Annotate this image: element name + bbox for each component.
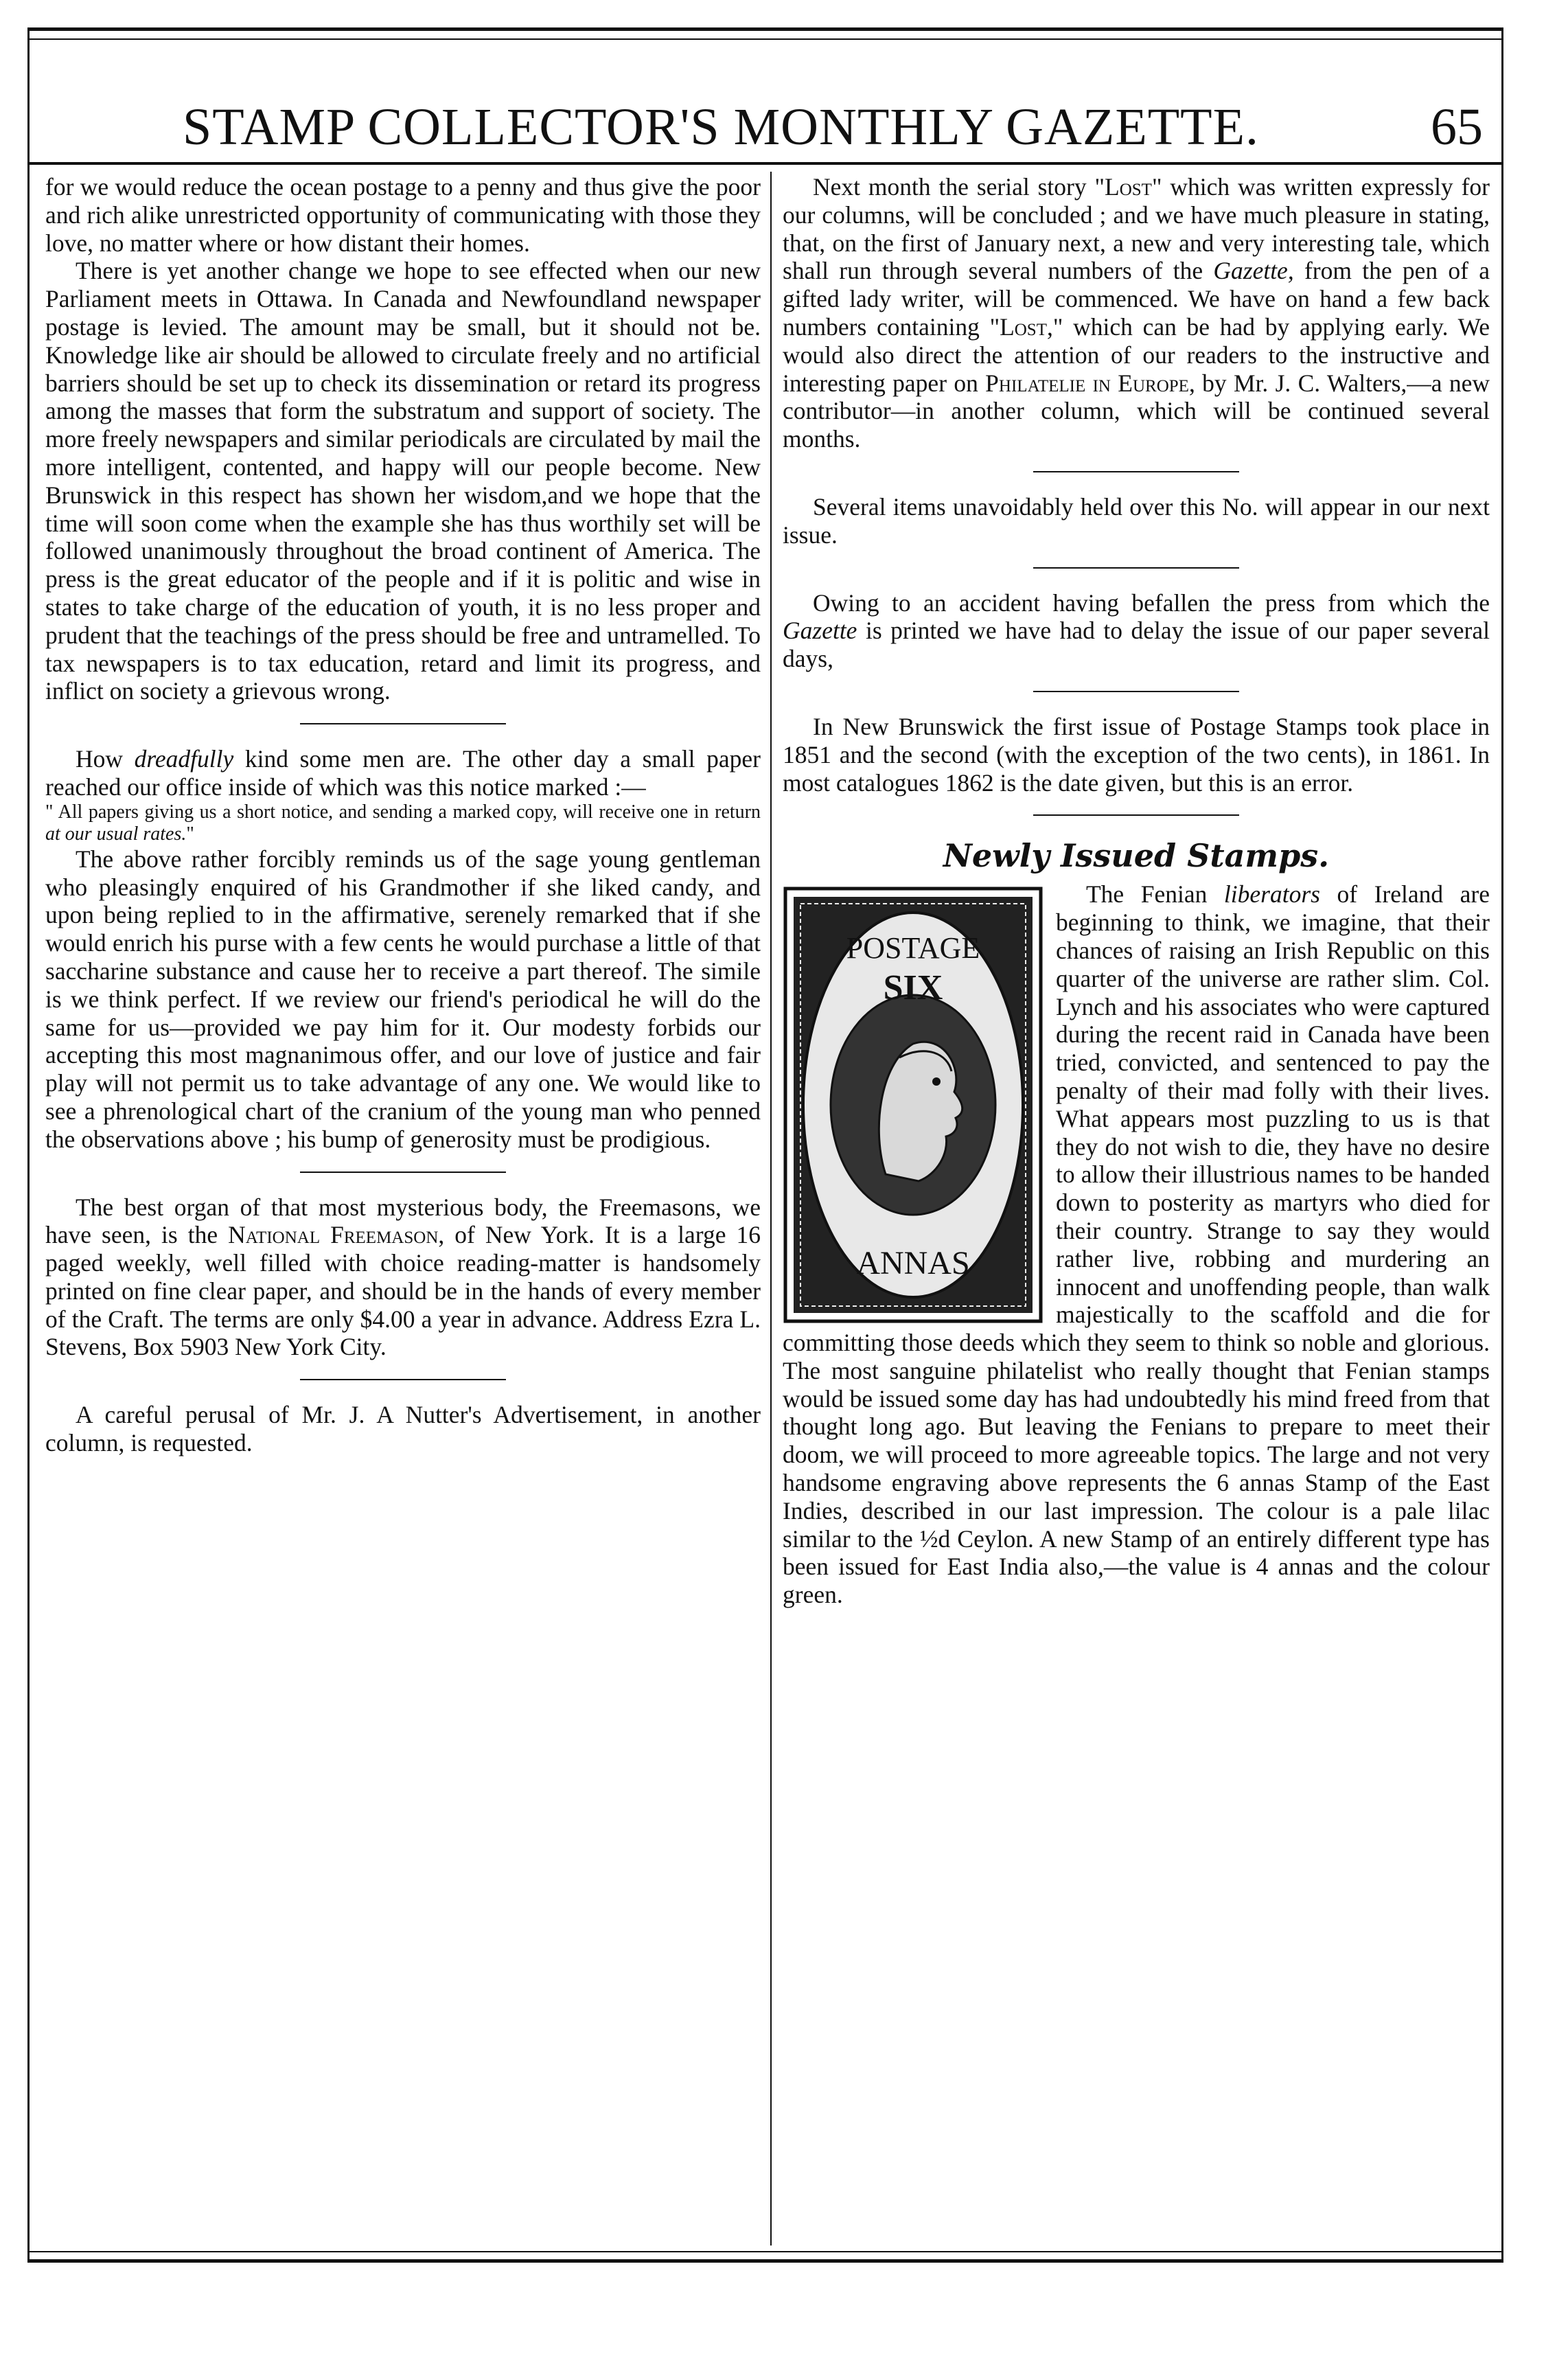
stamp-value-label: SIX: [883, 968, 943, 1008]
philatelie-title: Philatelie in Europe: [985, 369, 1189, 397]
freemason-paragraph: [45, 1193, 761, 1362]
liberators-emphasis: liberators: [1223, 880, 1320, 909]
fenian-text-2: of Ireland are beginning to think, we imagine, that their chances of raising an Irish Republic on this quarter of the universe are rather slim. Col. Lynch and his associates who were captured during the recent raid in Canada have been tried, convicted, and sentenced to pay the penalty of their mad folly with their lives. What appears most puzzling to us is that they do not wish to die, they have no desire to allow their illustrious names to be handed down to posterity as martyrs who died for their country. Strange to say they would rather live, robbing and murdering an innocent and unoffending people, than walk majestically to the scaffold and die for committing those deeds which they seem to think so noble and glorious. The most sanguine philatelist who really thought that Fenian stamps would be issued some day has had undoubtedly his mind freed from that thought long ago. But leaving the Fenians to prepare to meet their doom, we will proceed to more agreeable topics. The large and not very handsome engraving above represents the 6 annas Stamp of the East Indies, described in our last impression. The colour is a pale lilac similar to the ½d Ceylon. A new Stamp of an entirely different type has been issued for East India also,—the value is 4 annas and the colour green.: [783, 880, 1490, 1609]
bottom-border-thick: [27, 2259, 1503, 2263]
stamp-engraving-icon: [783, 886, 1044, 1324]
top-border-thick: [27, 27, 1503, 31]
section-separator: [1033, 814, 1239, 816]
dreadfully-emphasis: dreadfully: [134, 745, 234, 773]
serial-text-5: , by Mr. J. C. Walters,—a new contributor—in another column, which will be continued several months.: [783, 369, 1490, 453]
fenian-paragraph: [783, 880, 1490, 1609]
nutter-advertisement-paragraph: A careful perusal of Mr. J. A Nutter's Advertisement, in another column, is requested.: [45, 1401, 761, 1457]
gazette-page: [27, 27, 1503, 2294]
section-separator: [300, 1172, 506, 1173]
right-border: [1501, 27, 1503, 2263]
gazette-emphasis: Gazette,: [1213, 257, 1294, 285]
held-over-paragraph: Several items unavoidably held over this No. will appear in our next issue.: [783, 492, 1490, 549]
ocean-postage-paragraph: for we would reduce the ocean postage to a penny and thus give the poor and rich alike unrestricted opportunity of communicating with those they love, no matter where or how distant their homes.: [45, 173, 761, 257]
stamp-top-label: POSTAGE: [846, 931, 980, 965]
serial-story-paragraph: [783, 173, 1490, 453]
notice-quote-text: " All papers giving us a short notice, and sending a marked copy, will receive one in return: [45, 801, 761, 823]
right-column: [783, 173, 1490, 1609]
section-separator: [1033, 471, 1239, 472]
freemason-intro: The best organ of that most mysterious body, the Freemasons, we have seen, is the: [45, 1193, 761, 1249]
press-accident-paragraph: [783, 589, 1490, 673]
serial-title-lost: Lost: [1105, 173, 1152, 201]
serial-text-2: " which was written expressly for our columns, will be concluded ; and we have much pleasure in stating, that, on the first of January next, a new and very interesting tale, which shall run through several numbers of the: [783, 173, 1490, 285]
dreadfully-rest: kind some men are. The other day a small paper reached our office inside of which was this notice marked :—: [45, 745, 761, 801]
new-brunswick-paragraph: In New Brunswick the first issue of Postage Stamps took place in 1851 and the second (with the exception of the two cents), in 1861. In most catalogues 1862 is the date given, but this is an error.: [783, 712, 1490, 797]
left-border: [27, 27, 30, 2263]
top-border-thin: [27, 38, 1503, 40]
accident-gazette-emphasis: Gazette: [783, 617, 857, 645]
newspaper-postage-paragraph: There is yet another change we hope to see effected when our new Parliament meets in Ottawa. In Canada and Newfoundland newspaper postage is levied. The amount may be small, but it should not be. Knowledge like air should be allowed to circulate freely and no artificial barriers should be set up to check its dissemination or retard its progress among the masses that form the substratum and support of society. The more freely newspapers and similar periodicals are circulated by mail the more intelligent, contented, and happy will our people become. New Brunswick in this respect has shown her wisdom,and we hope that the time will soon come when the example she has thus worthily set will be followed unanimously throughout the broad continent of America. The press is the great educator of the people and if it is politic and wise in states to take charge of the education of youth, it is no less proper and prudent that the teachings of the press should be free and untramelled. To tax newspapers is to tax education, retard and limit its progress, and inflict on society a grievous wrong.: [45, 257, 761, 705]
serial-title-lost-2: Lost: [1000, 312, 1047, 341]
notice-quote-emphasis: at our usual rates.: [45, 823, 187, 845]
serial-text-4: ," which can be had by applying early. We would also direct the attention of our readers to the instructive and interesting paper on: [783, 312, 1490, 397]
newly-issued-stamps-heading: Newly Issued Stamps.: [943, 837, 1330, 875]
header-rule: [27, 162, 1503, 165]
section-separator: [1033, 567, 1239, 569]
dreadfully-intro: How: [76, 745, 135, 773]
accident-text-1: Owing to an accident having befallen the press from which the: [813, 588, 1490, 617]
notice-quote-end: ": [186, 823, 194, 845]
bottom-border-thin: [27, 2251, 1503, 2252]
grandmother-candy-paragraph: The above rather forcibly reminds us of the sage young gentleman who pleasingly enquired of his Grandmother if she liked candy, and upon being replied to in the affirmative, serenely remarked that if she would enrich his purse with a few cents he would purchase a little of that saccharine substance and cause her to receive a part thereof. The simile is we think perfect. If we review our friend's periodical he will do the same for us—provided we pay him for it. Our modesty forbids our accepting this most magnanimous offer, and our love of justice and fair play will not permit us to take advantage of any one. We would like to see a phrenological chart of the cranium of the young man who penned the observations above ; his bump of generosity must be prodigious.: [45, 845, 761, 1153]
left-column: [45, 173, 761, 1457]
dreadfully-kind-paragraph: [45, 745, 761, 801]
fenian-text-1: The Fenian: [1086, 880, 1224, 909]
page-number: 65: [1431, 98, 1483, 156]
section-separator: [1033, 691, 1239, 692]
serial-text-3: from the pen of a gifted lady writer, will be commenced. We have on hand a few back numbers containing ": [783, 257, 1490, 341]
accident-text-2: is printed we have had to delay the issue of our paper several days,: [783, 617, 1490, 673]
page-title: STAMP COLLECTOR'S MONTHLY GAZETTE.: [182, 98, 1260, 156]
column-divider: [770, 172, 772, 2246]
freemason-title: National Freemason: [228, 1221, 439, 1249]
section-separator: [300, 723, 506, 724]
freemason-rest: , of New York. It is a large 16 paged weekly, well filled with choice reading-matter is handsomely printed on fine clear paper, and should be in the hands of every member of the Craft. The terms are only $4.00 a year in advance. Address Ezra L. Stevens, Box 5903 New York City.: [45, 1221, 761, 1361]
section-separator: [300, 1379, 506, 1380]
stamp-bottom-label: ANNAS: [856, 1245, 970, 1282]
notice-quote: [45, 801, 761, 845]
serial-text-1: Next month the serial story ": [813, 173, 1105, 201]
